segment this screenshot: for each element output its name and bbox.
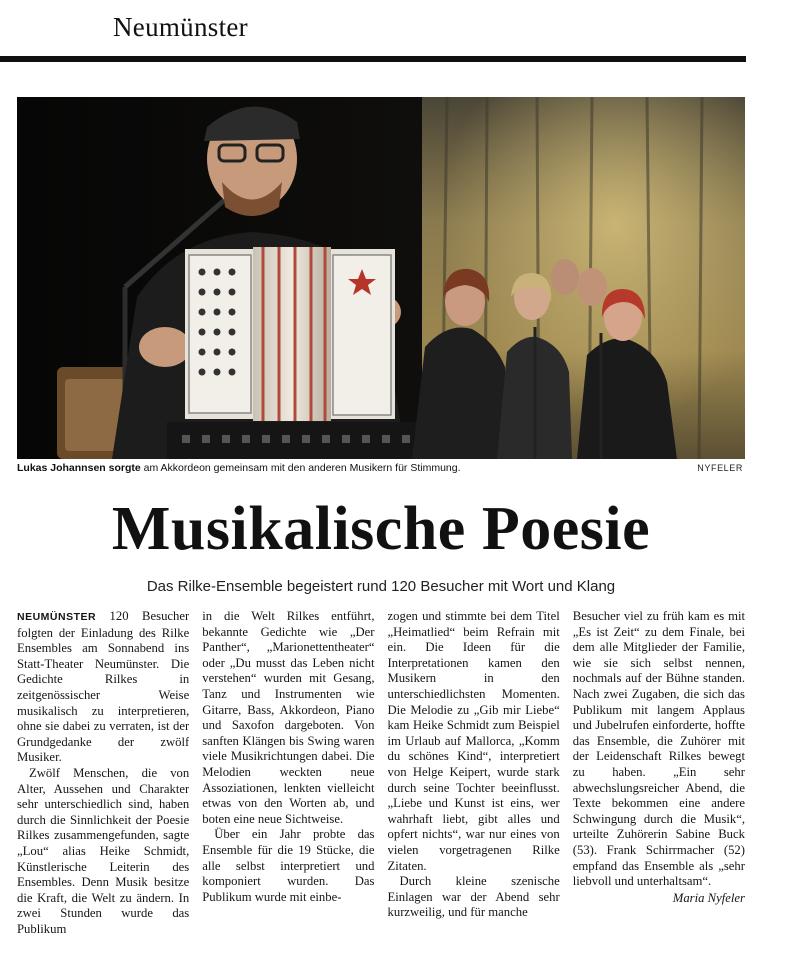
- paragraph: [17, 609, 189, 766]
- subheadline: Das Rilke-Ensemble begeistert rund 120 Besucher mit Wort und Klang: [146, 578, 616, 595]
- caption-text: am Akkordeon gemeinsam mit den anderen Musikern für Stimmung.: [140, 462, 461, 474]
- paragraph: Durch kleine szenische Einlagen war der Abend sehr kurzweilig, und für manche: [387, 874, 560, 920]
- paragraph: in die Welt Rilkes entführt, bekannte Gedichte wie „Der Panther“, „Marionettentheater“ oder „Du musst das Leben nicht verstehen“ wurden mit Gesang, Tanz und Instrumenten wie Gitarre, Bass, Akkordeon, Piano und Saxofon dargeboten. Von sanften Klängen bis Swing waren viele Musikrichtungen dabei. Die Melodien weckten neue Assoziationen, lenkten vielleicht etwas von den Worten ab, und boten eine neue Sichtweise.: [202, 609, 375, 826]
- section-rule: [0, 56, 746, 62]
- author-byline: Maria Nyfeler: [672, 890, 745, 905]
- paragraph: zogen und stimmte bei dem Titel „Heimatlied“ beim Refrain mit ein. Die Ideen für die Interpretationen kamen den Musikern in den unterschiedlichsten Momenten. Die Melodie zu „Gib mir Liebe“ kam Heike Schmidt zum Beispiel im Urlaub auf Mallorca, „Komm du schönes Kind“, interpretiert von Helge Keipert, wurde stark durch seine Tochter beeinflusst. „Liebe und Kunst ist eins, wer wahrhaft liebt, gibt alles und opfert nichts“, war nur eines von vielen vorgetragenen Rilke Zitaten.: [387, 609, 560, 873]
- paragraph: Über ein Jahr probte das Ensemble für die 19 Stücke, die alle selbst interpretiert und komponiert wurden. Das Publikum wurde mit einbe-: [202, 827, 375, 904]
- photo-credit: NYFELER: [697, 463, 743, 473]
- article-column-4: [573, 609, 745, 954]
- article-column-2: [202, 609, 374, 954]
- caption-lead: Lukas Johannsen sorgte: [17, 462, 141, 474]
- article-column-1: [17, 609, 189, 954]
- section-title: Neumünster: [113, 12, 248, 42]
- headline: Musikalische Poesie: [111, 495, 651, 563]
- paragraph: Zwölf Menschen, die von Alter, Aussehen und Charakter sehr unterschiedlich sind, haben durch die Sinnlichkeit der Poesie Rilkes zusammengefunden, sagte „Lou“ alias Heike Schmidt, Künstlerische Leiterin des Ensembles. Denn Musik besitze die Kraft, die Welt zu ändern. In zwei Stunden wurde das Publikum: [17, 765, 190, 936]
- paragraph: Besucher viel zu früh kam es mit „Es ist Zeit“ zu dem Finale, bei dem alle Mitglieder der Familie, wie sie sich selbst nennen, nochmals auf der Bühne standen. Nach zwei Zugaben, die sich das Publikum mit langem Applaus und Jubelrufen einforderte, hoffte das Ensemble, die Zuhörer mit der Leidenschaft Rilkes bewegt zu haben. „Ein sehr abwechslungsreicher Abend, die Texte bekommen eine andere Schwingung durch die Musik“, urteilte Zuhörerin Sabine Buck (53). Frank Schirrmacher (52) empfand das Ensemble als „sehr liebvoll und unterhaltsam“.: [572, 609, 745, 889]
- article-body: [17, 609, 745, 954]
- article-column-3: [388, 609, 560, 954]
- article-photo: [17, 97, 745, 459]
- photo-caption: [17, 462, 745, 478]
- dateline: NEUMÜNSTER: [17, 611, 97, 623]
- paragraph-text: 120 Besucher folgten der Einladung des Rilke Ensembles am Sonnabend ins Statt-Theater Neumünster. Die Gedichte Rilkes in zeitgenössischer Weise musikalisch zu interpretieren, ohne sie dabei zu verraten, ist der Grundgedanke der zwölf Musiker.: [17, 609, 190, 765]
